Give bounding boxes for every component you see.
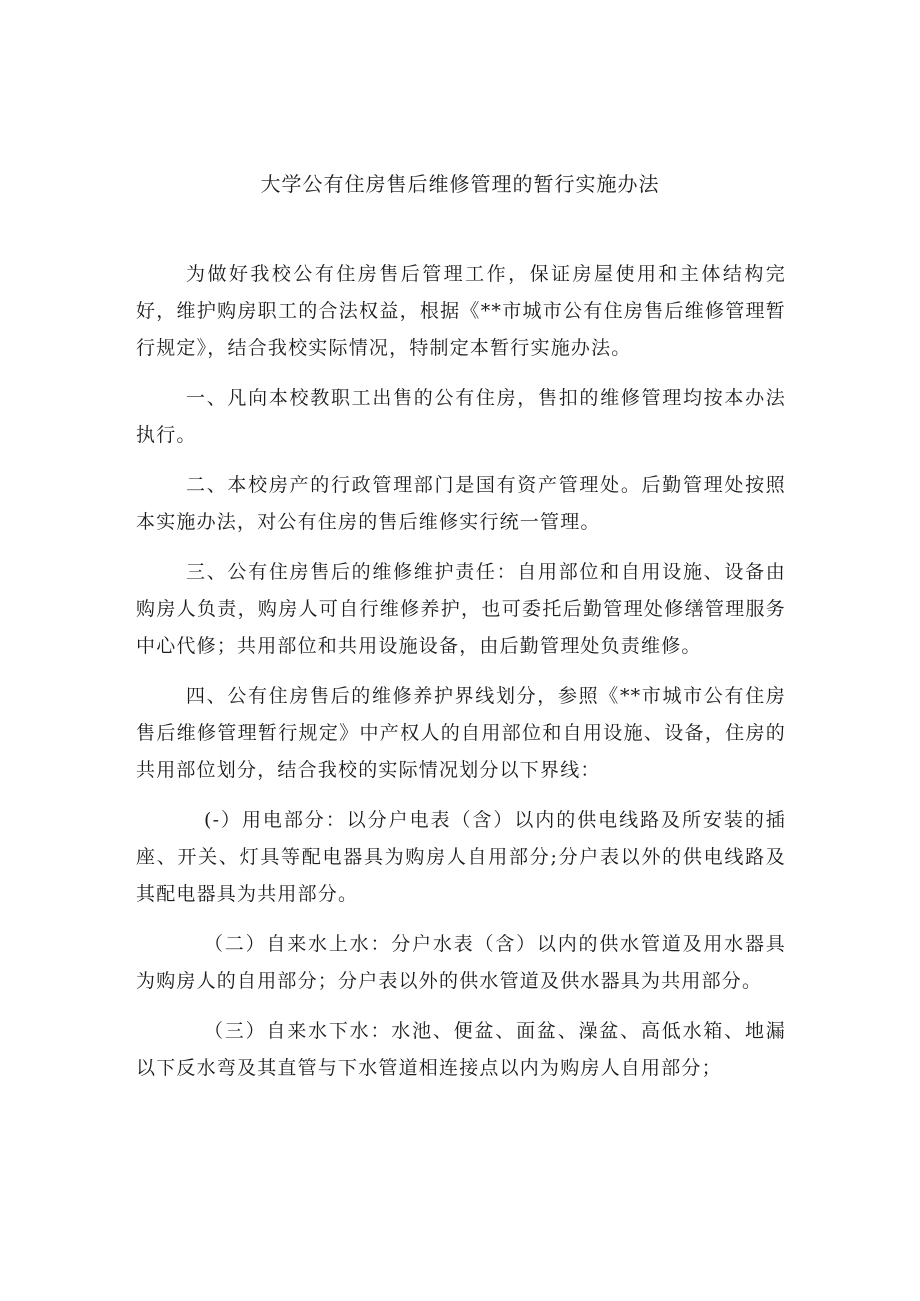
paragraph-item-water-supply: （二）自来水上水：分户水表（含）以内的供水管道及用水器具为购房人的自用部分；分户表以外的供水管道及供水器具为共用部分。 (136, 933, 786, 992)
paragraph-item-electric: (-）用电部分：以分户电表（含）以内的供电线路及所安装的插座、开关、灯具等配电器具为购房人自用部分;分户表以外的供电线路及其配电器具为共用部分。 (136, 809, 786, 905)
paragraph-article-3: 三、公有住房售后的维修维护责任：自用部位和自用设施、设备由购房人负责，购房人可自行维修养护，也可委托后勤管理处修缮管理服务中心代修；共用部位和共用设施设备，由后勤管理处负责维修。 (136, 561, 786, 657)
document-body (136, 256, 786, 1100)
paragraph-article-2: 二、本校房产的行政管理部门是国有资产管理处。后勤管理处按照本实施办法，对公有住房的售后维修实行统一管理。 (136, 474, 786, 533)
paragraph-item-drainage: （三）自来水下水：水池、便盆、面盆、澡盆、高低水箱、地漏以下反水弯及其直管与下水管道相连接点以内为购房人自用部分； (136, 1020, 786, 1079)
document-title: 大学公有住房售后维修管理的暂行实施办法 (260, 172, 660, 196)
paragraph-article-4: 四、公有住房售后的维修养护界线划分，参照《**市城市公有住房售后维修管理暂行规定》中产权人的自用部位和自用设施、设备，住房的共用部位划分，结合我校的实际情况划分以下界线： (136, 685, 786, 781)
paragraph-preamble: 为做好我校公有住房售后管理工作，保证房屋使用和主体结构完好，维护购房职工的合法权益，根据《**市城市公有住房售后维修管理暂行规定》，结合我校实际情况，特制定本暂行实施办法。 (136, 263, 786, 359)
paragraph-article-1: 一、凡向本校教职工出售的公有住房，售扣的维修管理均按本办法执行。 (136, 387, 786, 446)
